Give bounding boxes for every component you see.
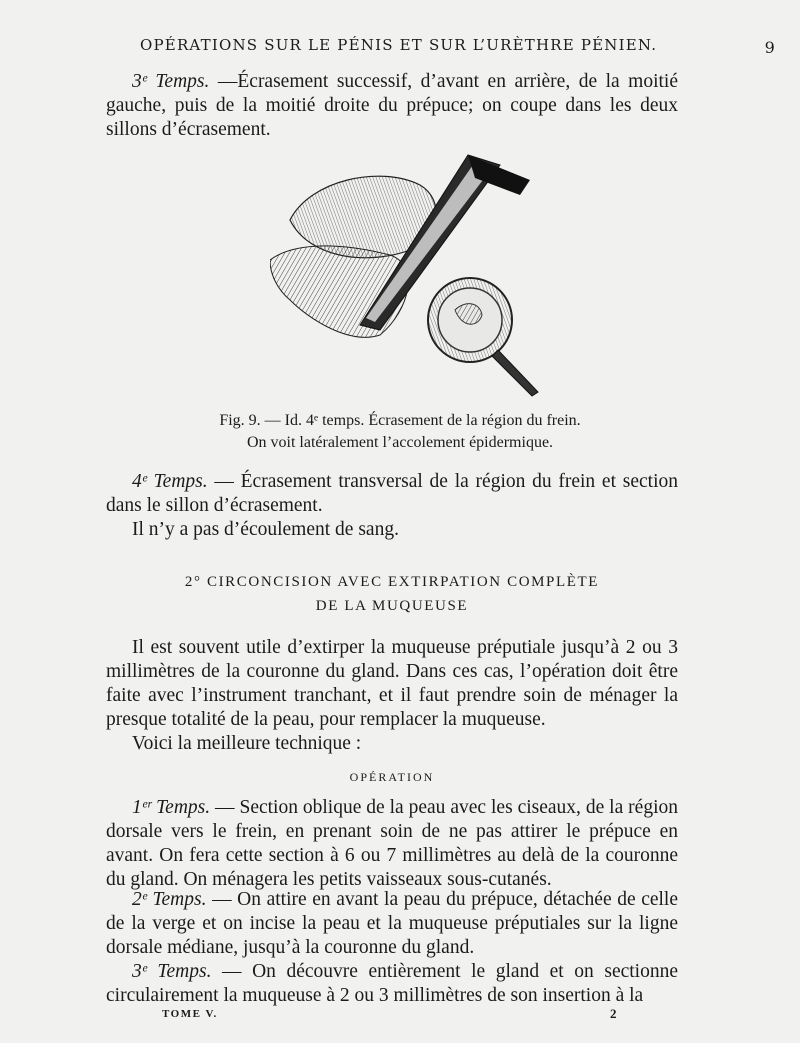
paragraph-text: Voici la meilleure technique : bbox=[132, 733, 362, 754]
caption-line-1: Fig. 9. — Id. 4ᵉ temps. Écrasement de la région du frein. bbox=[219, 412, 581, 429]
paragraph-4e-temps bbox=[106, 470, 678, 518]
paragraph-text: — On découvre entièrement le gland et on sectionne circulairement la muqueuse à 2 ou 3 millimètres de son insertion à la bbox=[106, 961, 679, 1006]
paragraph-lead: 2ᵉ Temps. bbox=[132, 889, 207, 910]
paragraph-1er-temps bbox=[106, 796, 678, 892]
paragraph-lead: 1ᵉʳ Temps. bbox=[132, 797, 211, 818]
figure-caption bbox=[150, 410, 650, 454]
header-title: OPÉRATIONS SUR LE PÉNIS ET SUR L’URÈTHRE PÉNIEN. bbox=[140, 36, 658, 54]
section-heading bbox=[106, 570, 678, 618]
footer-signature: 2 bbox=[610, 1006, 617, 1021]
paragraph-lead: 3ᵉ Temps. bbox=[132, 71, 210, 92]
paragraph-text: — On attire en avant la peau du prépuce, détachée de celle de la verge et on incise la peau et la muqueuse préputiales sur la ligne dorsale médiane, jusqu’à la couronne du gland. bbox=[106, 889, 678, 958]
paragraph-2e-temps bbox=[106, 888, 678, 960]
paragraph-3e-temps bbox=[106, 70, 678, 142]
paragraph-text: Il n’y a pas d’écoulement de sang. bbox=[132, 519, 399, 540]
paragraph-lead: 4ᵉ Temps. bbox=[132, 471, 208, 492]
section-heading-line-1: 2° CIRCONCISION AVEC EXTIRPATION COMPLÈTE bbox=[184, 574, 600, 590]
surgical-illustration bbox=[270, 150, 570, 400]
operation-heading: OPÉRATION bbox=[349, 770, 435, 784]
running-header bbox=[140, 36, 776, 57]
paragraph-text: Il est souvent utile d’extirper la muqueuse préputiale jusqu’à 2 ou 3 millimètres de la couronne du gland. Dans ces cas, l’opération doit être faite avec l’instrument tranchant, et il faut prendre soin de ménager la presque totalité de la peau, pour remplacer la muqueuse. bbox=[106, 637, 678, 730]
section-heading-line-2: DE LA MUQUEUSE bbox=[315, 598, 469, 614]
paragraph-lead: 3ᵉ Temps. bbox=[132, 961, 212, 982]
paragraph-text: — Écrasement transversal de la région du frein et section dans le sillon d’écrasement. bbox=[106, 471, 678, 516]
paragraph-text: —Écrasement successif, d’avant en arrière, de la moitié gauche, puis de la moitié droite du prépuce; on coupe dans les deux sillons d’écrasement. bbox=[106, 71, 678, 140]
page-number: 9 bbox=[764, 38, 776, 57]
footer-volume: TOME V. bbox=[162, 1008, 218, 1020]
caption-line-2: On voit latéralement l’accolement épidermique. bbox=[246, 434, 554, 451]
paragraph-sang bbox=[106, 518, 678, 542]
paragraph-text: — Section oblique de la peau avec les ciseaux, de la région dorsale vers le frein, en prenant soin de ne pas attirer le prépuce en avant. On fera cette section à 6 ou 7 millimètres au delà de la couronne du gland. On ménagera les petits vaisseaux sous-cutanés. bbox=[106, 797, 678, 890]
paragraph-technique bbox=[106, 732, 678, 756]
paragraph-3e-temps-b bbox=[106, 960, 678, 1008]
paragraph-extirpation bbox=[106, 636, 678, 732]
